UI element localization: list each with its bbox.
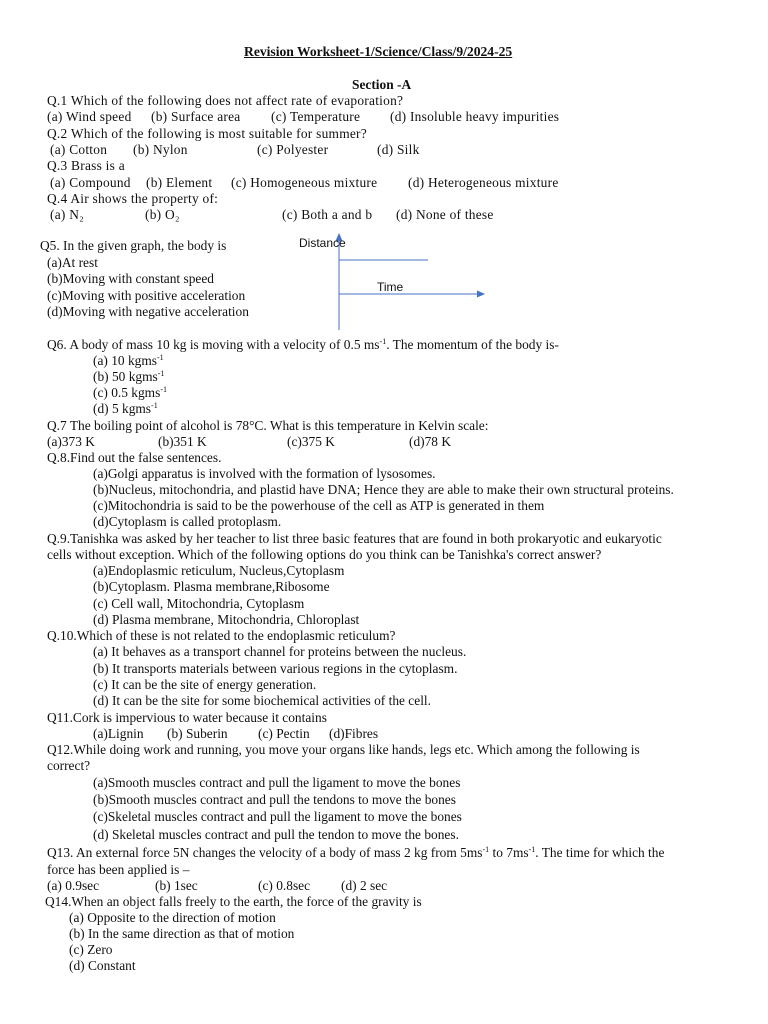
q10-stem: Q.10.Which of these is not related to the endoplasmic reticulum? — [47, 628, 396, 643]
q4-option-b: (b) O₂ — [145, 207, 180, 222]
q11-option-d: (d)Fibres — [329, 726, 379, 741]
q10-option-c: (c) It can be the site of energy generation. — [93, 677, 317, 692]
q7-stem: Q.7 The boiling point of alcohol is 78°C. What is this temperature in Kelvin scale: — [47, 418, 489, 433]
q3-option-b: (b) Element — [146, 175, 213, 190]
q4-option-c: (c) Both a and b — [282, 207, 373, 222]
q2-option-b: (b) Nylon — [133, 142, 188, 157]
q2-stem: Q.2 Which of the following is most suitable for summer? — [47, 126, 367, 141]
q3-option-c: (c) Homogeneous mixture — [231, 175, 378, 190]
q3-option-d: (d) Heterogeneous mixture — [408, 175, 559, 190]
q12-option-c: (c)Skeletal muscles contract and pull the ligament to move the bones — [93, 809, 462, 824]
q5-stem: Q5. In the given graph, the body is — [40, 238, 227, 253]
q1-option-b: (b) Surface area — [151, 109, 241, 124]
q3-option-a: (a) Compound — [50, 175, 131, 190]
q1-option-d: (d) Insoluble heavy impurities — [390, 109, 560, 124]
graph-x-axis-label: Time — [377, 280, 404, 294]
q2-option-d: (d) Silk — [377, 142, 420, 157]
q6-stem: Q6. A body of mass 10 kg is moving with a velocity of 0.5 $ms^{-1}$. The momentum of the body is- — [47, 337, 559, 352]
q9-option-a: (a)Endoplasmic reticulum, Nucleus,Cytoplasm — [93, 563, 345, 578]
q4-option-a: (a) N₂ — [50, 207, 85, 222]
q5-option-a: (a)At rest — [47, 255, 98, 270]
q1-stem: Q.1 Which of the following does not affect rate of evaporation? — [47, 93, 404, 108]
q1-option-a: (a) Wind speed — [47, 109, 132, 124]
q6-option-a: (a) 10 kgms$^{-1}$ — [93, 353, 164, 368]
q7-option-a: (a)373 K — [47, 434, 95, 449]
q12-stem-line-1: Q12.While doing work and running, you move your organs like hands, legs etc. Which among the following is — [47, 742, 640, 757]
q14-option-c: (c) Zero — [69, 942, 113, 957]
q10-option-a: (a) It behaves as a transport channel for proteins between the nucleus. — [93, 644, 467, 659]
q5-option-d: (d)Moving with negative acceleration — [47, 304, 249, 319]
q10-option-d: (d) It can be the site for some biochemical activities of the cell. — [93, 693, 431, 708]
q2-option-c: (c) Polyester — [257, 142, 329, 157]
q7-option-c: (c)375 K — [287, 434, 335, 449]
q5-option-b: (b)Moving with constant speed — [47, 271, 214, 286]
q8-option-a: (a)Golgi apparatus is involved with the formation of lysosomes. — [93, 466, 436, 481]
graph-y-axis-label: Distance — [299, 236, 346, 250]
q9-stem-line-2: cells without exception. Which of the following options do you think can be Tanishka's correct answer? — [47, 547, 602, 562]
q9-option-c: (c) Cell wall, Mitochondria, Cytoplasm — [93, 596, 305, 611]
q4-stem: Q.4 Air shows the property of: — [47, 191, 219, 206]
q13-stem-line-2: force has been applied is – — [47, 862, 190, 877]
worksheet-title: Revision Worksheet-1/Science/Class/9/2024-25 — [244, 44, 513, 59]
q12-stem-line-2: correct? — [47, 758, 91, 773]
q7-option-b: (b)351 K — [158, 434, 207, 449]
q12-option-a: (a)Smooth muscles contract and pull the ligament to move the bones — [93, 775, 461, 790]
q11-stem: Q11.Cork is impervious to water because it contains — [47, 710, 327, 725]
q11-option-b: (b) Suberin — [167, 726, 228, 741]
q14-stem: Q14.When an object falls freely to the earth, the force of the gravity is — [45, 894, 422, 909]
q5-option-c: (c)Moving with positive acceleration — [47, 288, 246, 303]
q9-option-d: (d) Plasma membrane, Mitochondria, Chloroplast — [93, 612, 360, 627]
q14-option-a: (a) Opposite to the direction of motion — [69, 910, 276, 925]
q6-option-d: (d) 5 kgms$^{-1}$ — [93, 401, 158, 416]
q7-option-d: (d)78 K — [409, 434, 452, 449]
q2-option-a: (a) Cotton — [50, 142, 108, 157]
q12-option-b: (b)Smooth muscles contract and pull the tendons to move the bones — [93, 792, 456, 807]
q1-option-c: (c) Temperature — [271, 109, 361, 124]
q9-stem-line-1: Q.9.Tanishka was asked by her teacher to list three basic features that are found in both prokaryotic and eukaryotic — [47, 531, 662, 546]
q8-option-d: (d)Cytoplasm is called protoplasm. — [93, 514, 282, 529]
q13-option-d: (d) 2 sec — [341, 878, 388, 893]
section-heading: Section -A — [352, 77, 412, 92]
q13-option-c: (c) 0.8sec — [258, 878, 311, 893]
graph-time-arrowhead — [477, 291, 485, 298]
q11-option-a: (a)Lignin — [93, 726, 144, 741]
q13-option-a: (a) 0.9sec — [47, 878, 100, 893]
q3-stem: Q.3 Brass is a — [47, 158, 125, 173]
q13-option-b: (b) 1sec — [155, 878, 198, 893]
q4-option-d: (d) None of these — [396, 207, 494, 222]
q8-option-c: (c)Mitochondria is said to be the powerhouse of the cell as ATP is generated in them — [93, 498, 545, 513]
q6-option-c: (c) 0.5 kgms$^{-1}$ — [93, 385, 167, 400]
q8-stem: Q.8.Find out the false sentences. — [47, 450, 222, 465]
q14-option-b: (b) In the same direction as that of motion — [69, 926, 295, 941]
q14-option-d: (d) Constant — [69, 958, 136, 973]
q12-option-d: (d) Skeletal muscles contract and pull the tendon to move the bones. — [93, 827, 459, 842]
q11-option-c: (c) Pectin — [258, 726, 310, 741]
q9-option-b: (b)Cytoplasm. Plasma membrane,Ribosome — [93, 579, 330, 594]
q8-option-b: (b)Nucleus, mitochondria, and plastid have DNA; Hence they are able to make their own structural proteins. — [93, 482, 674, 497]
q10-option-b: (b) It transports materials between various regions in the cytoplasm. — [93, 661, 458, 676]
q6-option-b: (b) 50 kgms$^{-1}$ — [93, 369, 165, 384]
q13-stem-line-1: Q13. An external force 5N changes the velocity of a body of mass 2 kg from $5ms^{-1}$ to $7ms^{-1}$. The time for which the — [47, 845, 665, 860]
